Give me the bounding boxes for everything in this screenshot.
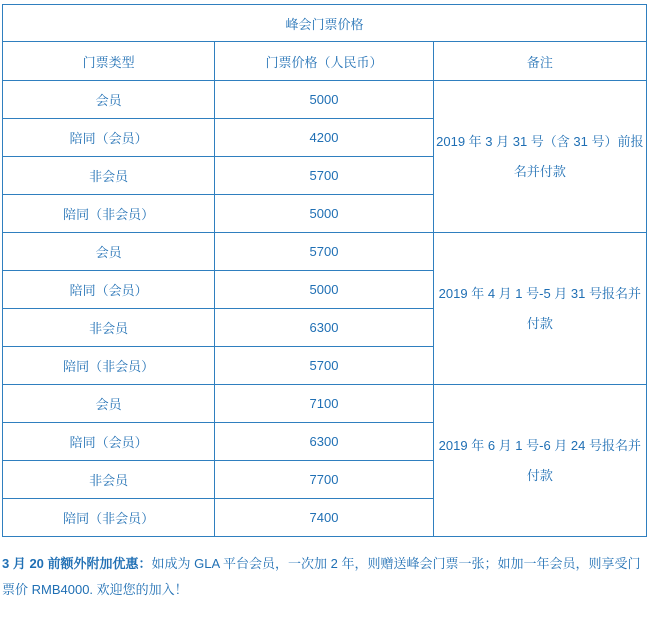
footer-highlight: 3 月 20 前额外附加优惠：: [2, 556, 152, 571]
ticket-price: 5000: [215, 271, 433, 309]
ticket-type: 陪同（非会员）: [3, 347, 215, 385]
note-period-2: 2019 年 4 月 1 号-5 月 31 号报名并付款: [433, 233, 646, 385]
ticket-price: 5700: [215, 157, 433, 195]
ticket-type: 会员: [3, 385, 215, 423]
ticket-price: 5700: [215, 347, 433, 385]
ticket-price: 7100: [215, 385, 433, 423]
ticket-price-table: [2, 4, 647, 537]
ticket-type: 陪同（非会员）: [3, 499, 215, 537]
ticket-type: 会员: [3, 81, 215, 119]
ticket-price: 5000: [215, 195, 433, 233]
ticket-price: 7400: [215, 499, 433, 537]
ticket-type: 陪同（会员）: [3, 423, 215, 461]
footer-text: 如成为 GLA 平台会员，一次加 2 年，则赠送峰会门票一张；如加一年会员，则享受门票价 RMB4000. 欢迎您的加入！: [2, 556, 641, 597]
ticket-type: 非会员: [3, 157, 215, 195]
ticket-type: 陪同（会员）: [3, 119, 215, 157]
ticket-price: 6300: [215, 423, 433, 461]
table-title-row: [3, 5, 647, 42]
ticket-price: 4200: [215, 119, 433, 157]
table-row: [3, 81, 647, 119]
ticket-price: 6300: [215, 309, 433, 347]
note-period-3: 2019 年 6 月 1 号-6 月 24 号报名并付款: [433, 385, 646, 537]
table-title: 峰会门票价格: [3, 5, 647, 42]
ticket-type: 非会员: [3, 309, 215, 347]
table-header-row: [3, 42, 647, 81]
note-period-1: 2019 年 3 月 31 号（含 31 号）前报名并付款: [433, 81, 646, 233]
ticket-price: 5000: [215, 81, 433, 119]
footer-promotion: [2, 551, 643, 603]
ticket-type: 会员: [3, 233, 215, 271]
ticket-type: 陪同（非会员）: [3, 195, 215, 233]
ticket-type: 非会员: [3, 461, 215, 499]
ticket-type: 陪同（会员）: [3, 271, 215, 309]
column-header-note: 备注: [433, 42, 646, 81]
ticket-price: 5700: [215, 233, 433, 271]
table-row: [3, 233, 647, 271]
ticket-price-document: [0, 4, 649, 631]
table-row: [3, 385, 647, 423]
column-header-type: 门票类型: [3, 42, 215, 81]
column-header-price: 门票价格（人民币）: [215, 42, 433, 81]
ticket-price: 7700: [215, 461, 433, 499]
